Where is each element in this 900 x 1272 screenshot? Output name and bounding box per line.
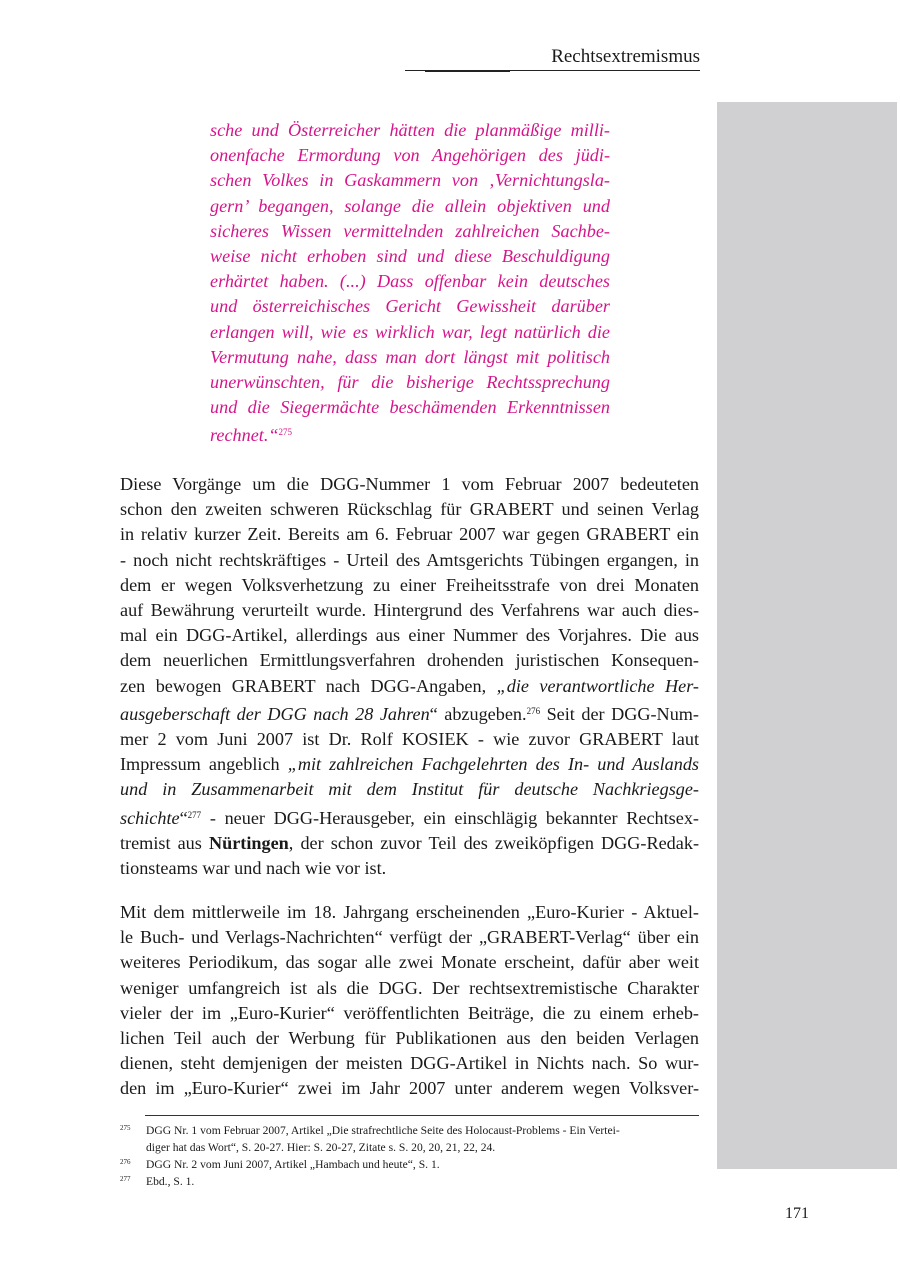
text-line: le Buch- und Verlags-Nachrichten“ verfügt der „GRABERT-Verlag“ über ein — [120, 927, 699, 948]
quote-line: erlangen will, wie es wirklich war, legt natürlich die — [210, 321, 610, 342]
text-line: den im „Euro-Kurier“ zwei im Jahr 2007 unter anderem wegen Volksver- — [120, 1078, 699, 1099]
text-line: mer 2 vom Juni 2007 ist Dr. Rolf KOSIEK - wie zuvor GRABERT laut — [120, 729, 699, 750]
quoted-text: und in Zusammenarbeit mit dem Institut für deutsche Nachkriegsge- — [120, 779, 699, 800]
quote-line: onenfache Ermordung von Angehörigen des jüdi- — [210, 145, 610, 166]
text-line — [120, 777, 699, 802]
text-segment: “ abzugeben. — [429, 703, 527, 724]
paragraph-1 — [120, 472, 699, 881]
footnote-number: 277 — [120, 1175, 131, 1183]
text-line — [120, 699, 699, 727]
quote-line: Vermutung nahe, dass man dort längst mit politisch — [210, 346, 610, 367]
text-segment: zen bewogen GRABERT nach DGG-Angaben, — [120, 675, 497, 696]
footnote-276 — [120, 1156, 700, 1173]
quote-line: gern’ begangen, solange die allein objektiven und — [210, 195, 610, 216]
text-line: weiteres Periodikum, das sogar alle zwei Monate erscheint, dafür aber weit — [120, 952, 699, 973]
text-line: in relativ kurzer Zeit. Bereits am 6. Februar 2007 war gegen GRABERT ein — [120, 524, 699, 545]
text-line: weniger umfangreich ist als die DGG. Der rechtsextremistische Charakter — [120, 977, 699, 998]
quote-line: erhärtet haben. (...) Dass offenbar kein deutsches — [210, 271, 610, 292]
footnote-rule — [145, 1115, 699, 1116]
quote-line: unerwünschten, für die bisherige Rechtssprechung — [210, 372, 610, 393]
quote-line: und die Siegermächte beschämenden Erkenntnissen — [210, 397, 610, 418]
quote-line: sche und Österreicher hätten die planmäßige milli- — [210, 120, 610, 140]
text-line — [120, 674, 699, 699]
quoted-text: „die verantwortliche Her- — [496, 675, 699, 696]
footnote-ref-277[interactable]: 277 — [187, 809, 202, 820]
page-number: 171 — [785, 1205, 809, 1222]
text-line: auf Bewährung verurteilt wurde. Hintergrund des Verfahrens war auch dies- — [120, 600, 699, 621]
bold-place-name: Nürtingen — [208, 832, 289, 853]
text-line: schon den zweiten schweren Rückschlag für GRABERT und seinen Verlag — [120, 499, 699, 520]
text-line: mal ein DGG-Artikel, allerdings aus einer Nummer des Vorjahres. Die aus — [120, 625, 699, 646]
text-line: lichen Teil auch der Werbung für Publikationen aus den beiden Verlagen — [120, 1028, 699, 1049]
quote-end: rechnet.“ — [210, 425, 279, 446]
text-line: vieler der im „Euro-Kurier“ veröffentlichten Beiträge, die zu einem erheb- — [120, 1002, 699, 1023]
paragraph-2 — [120, 900, 699, 1102]
text-line: tionsteams war und nach wie vor ist. — [120, 858, 387, 879]
text-segment: , der schon zuvor Teil des zweiköpfigen DGG-Redak- — [288, 832, 699, 853]
text-line — [120, 831, 699, 856]
quoted-text: schichte — [120, 807, 180, 828]
footnote-text: DGG Nr. 1 vom Februar 2007, Artikel „Die strafrechtliche Seite des Holocaust-Problems - Ein Vertei- — [146, 1124, 620, 1137]
footnote-275 — [120, 1122, 700, 1156]
sidebar-band — [717, 102, 897, 1169]
block-quote — [210, 118, 610, 449]
footnote-number: 276 — [120, 1158, 131, 1166]
text-line — [120, 752, 699, 777]
quote-line-last — [210, 420, 610, 448]
footnote-text: diger hat das Wort“, S. 20-27. Hier: S. 20-27, Zitate s. S. 20, 20, 21, 22, 24. — [146, 1141, 496, 1154]
footnote-text: DGG Nr. 2 vom Juni 2007, Artikel „Hambach und heute“, S. 1. — [146, 1158, 440, 1171]
quoted-text: „mit zahlreichen Fachgelehrten des In- und Auslands — [287, 754, 699, 775]
quote-line: sicheres Wissen vermittelnden zahlreichen Sachbe- — [210, 220, 610, 241]
quote-line: weise nicht erhoben sind und diese Beschuldigung — [210, 246, 610, 267]
quote-line: und österreichisches Gericht Gewissheit darüber — [210, 296, 610, 317]
text-line: dienen, steht demjenigen der meisten DGG-Artikel in Nichts nach. So wur- — [120, 1053, 699, 1074]
footnote-number: 275 — [120, 1124, 131, 1132]
text-line: Mit dem mittlerweile im 18. Jahrgang erscheinenden „Euro-Kurier - Aktuel- — [120, 902, 699, 922]
text-line — [120, 803, 699, 831]
text-segment: - neuer DGG-Herausgeber, ein einschlägig bekannter Rechtsex- — [201, 807, 699, 828]
footnote-277 — [120, 1173, 700, 1190]
text-line: Diese Vorgänge um die DGG-Nummer 1 vom Februar 2007 bedeuteten — [120, 474, 699, 494]
header-rule-accent — [425, 70, 510, 72]
text-segment: “ — [179, 807, 188, 828]
footnote-ref-275[interactable]: 275 — [278, 427, 293, 438]
text-segment: tremist aus — [120, 832, 209, 853]
text-segment: Impressum angeblich — [120, 754, 288, 775]
text-segment: Seit der DGG-Num- — [540, 703, 699, 724]
page-header-title: Rechtsextremismus — [551, 46, 700, 67]
footnote-text: Ebd., S. 1. — [146, 1175, 195, 1188]
quote-line: schen Volkes in Gaskammern von ‚Vernichtungsla- — [210, 170, 610, 191]
footnote-ref-276[interactable]: 276 — [526, 705, 541, 716]
text-line: dem er wegen Volksverhetzung zu einer Freiheitsstrafe von drei Monaten — [120, 574, 699, 595]
quoted-text: ausgeberschaft der DGG nach 28 Jahren — [120, 703, 430, 724]
text-line: - noch nicht rechtskräftiges - Urteil des Amtsgerichts Tübingen ergangen, in — [120, 549, 699, 570]
text-line: dem neuerlichen Ermittlungsverfahren drohenden juristischen Konsequen- — [120, 650, 699, 671]
footnotes — [120, 1122, 700, 1190]
